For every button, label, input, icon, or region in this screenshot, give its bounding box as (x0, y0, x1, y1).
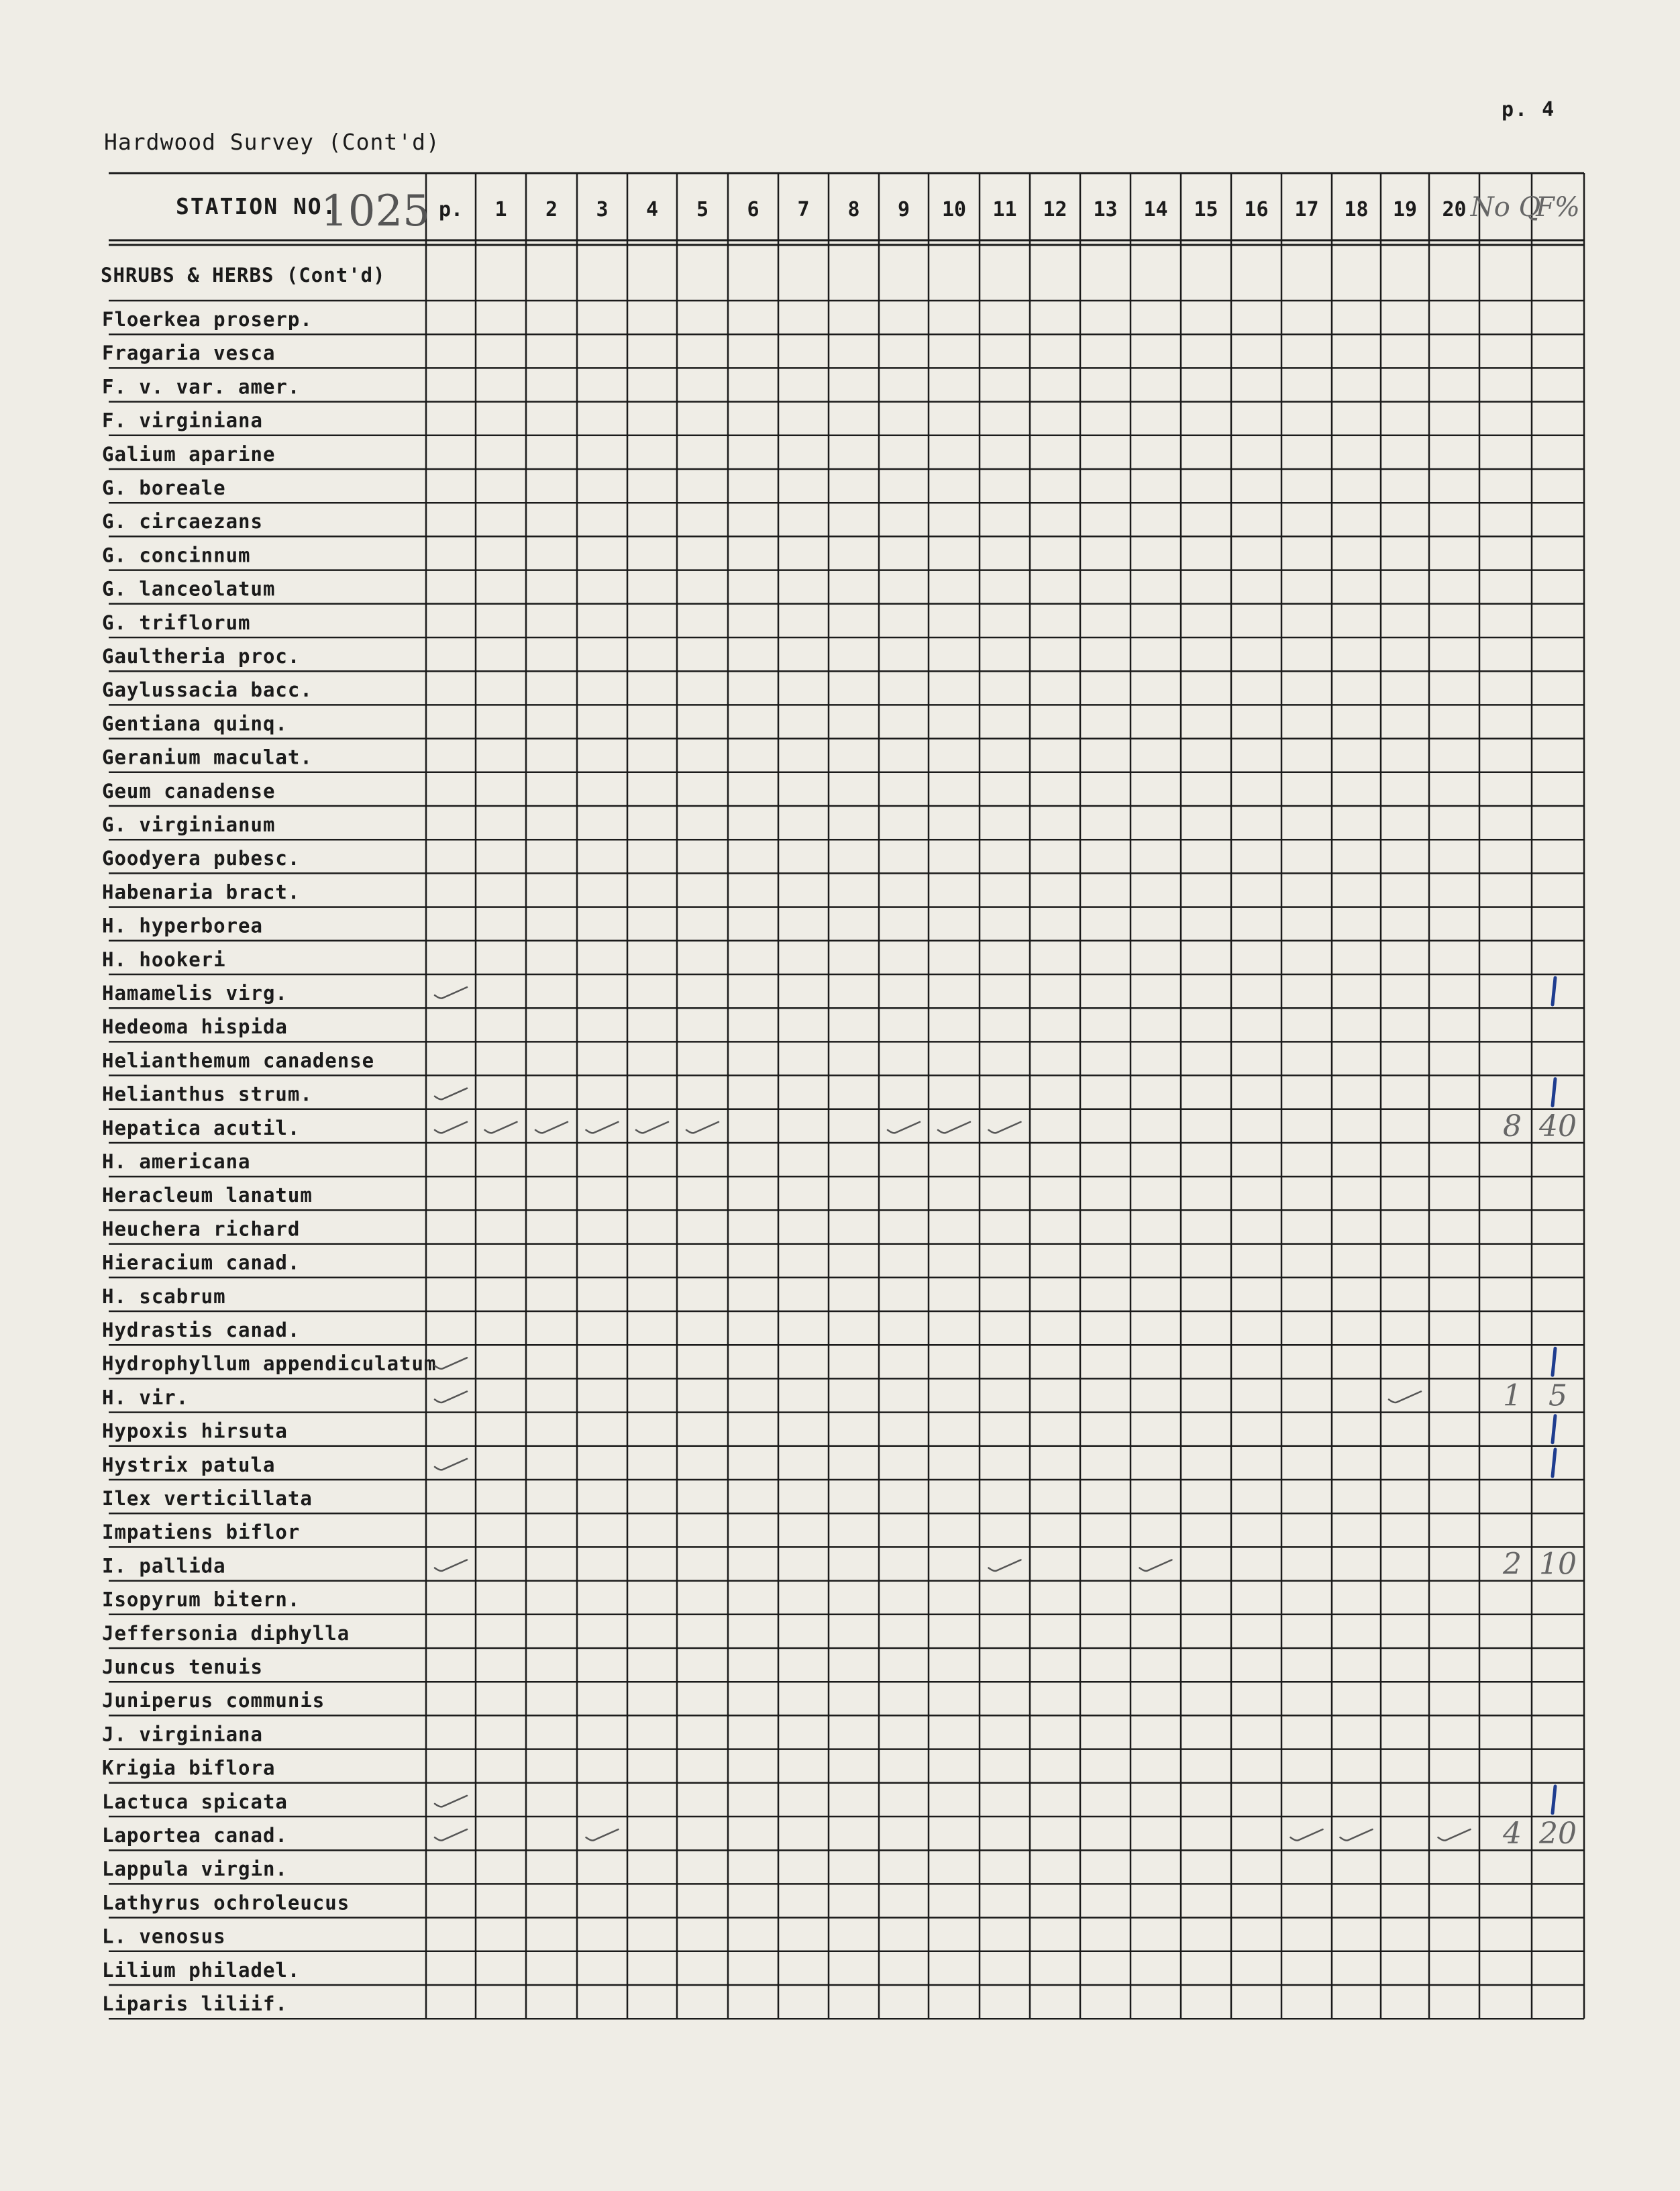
station-label: STATION NO. (176, 193, 337, 219)
species-name: H. hookeri (102, 948, 226, 971)
column-header: p. (438, 198, 464, 221)
species-name: H. scabrum (102, 1284, 226, 1308)
species-name: Lappula virgin. (102, 1857, 288, 1881)
check-mark (435, 1088, 467, 1100)
species-name: Juniperus communis (102, 1689, 325, 1713)
column-header: 19 (1392, 198, 1418, 221)
tally-number: 2 (1503, 1547, 1522, 1582)
species-name: Galium aparine (102, 442, 276, 466)
column-header: 7 (797, 198, 810, 221)
column-header: 20 (1442, 198, 1467, 221)
check-mark (1389, 1392, 1421, 1403)
page-title: Hardwood Survey (Cont'd) (104, 129, 440, 155)
species-name: L. venosus (102, 1925, 226, 1948)
check-mark (636, 1122, 668, 1133)
species-name: Hypoxis hirsuta (102, 1419, 288, 1443)
species-name: Heracleum lanatum (102, 1184, 313, 1207)
species-name: Floerkea proserp. (102, 308, 313, 331)
column-header: 1 (494, 198, 507, 221)
check-mark (888, 1122, 920, 1133)
check-mark (435, 1459, 467, 1470)
species-name: G. lanceolatum (102, 577, 276, 601)
species-name: Hydrophyllum appendiculatum (102, 1352, 437, 1376)
check-mark (435, 1796, 467, 1807)
species-name: I. pallida (102, 1554, 226, 1578)
species-name: H. americana (102, 1150, 251, 1173)
species-name: Isopyrum bitern. (102, 1588, 301, 1611)
species-name: G. boreale (102, 476, 226, 499)
section-label: SHRUBS & HERBS (Cont'd) (101, 264, 386, 287)
check-mark (1438, 1829, 1471, 1841)
check-mark (1140, 1560, 1172, 1572)
tally-number: 4 (1503, 1817, 1522, 1851)
species-name: H. vir. (102, 1386, 189, 1409)
column-header: No Q (1470, 192, 1541, 223)
ink-tick (1553, 978, 1555, 1005)
column-header: 16 (1244, 198, 1269, 221)
species-name: Hydrastis canad. (102, 1319, 301, 1341)
check-mark (586, 1829, 619, 1841)
column-header: 8 (847, 198, 860, 221)
column-header: 10 (941, 198, 967, 221)
table-header (176, 187, 1580, 236)
check-mark (989, 1122, 1021, 1133)
tally-frequency: 40 (1539, 1109, 1577, 1143)
species-name: Liparis liliif. (102, 1992, 288, 2015)
species-name: Geum canadense (102, 779, 276, 803)
species-name: Lilium philadel. (102, 1958, 301, 1982)
species-name: Laportea canad. (102, 1824, 288, 1847)
species-name: G. circaezans (102, 510, 263, 533)
species-name: Jeffersonia diphylla (102, 1621, 350, 1645)
check-mark (435, 987, 467, 999)
species-name: Juncus tenuis (102, 1655, 263, 1678)
species-name: Gentiana quinq. (102, 712, 288, 735)
column-header: 12 (1043, 198, 1067, 221)
species-name: Helianthus strum. (102, 1082, 313, 1106)
check-mark (435, 1358, 467, 1369)
species-name: Lactuca spicata (102, 1790, 288, 1813)
column-header: 9 (897, 198, 910, 221)
column-header: 5 (696, 198, 709, 221)
ink-tick (1553, 1348, 1555, 1375)
ink-tick (1553, 1449, 1555, 1476)
species-name: Hieracium canad. (102, 1251, 301, 1274)
check-mark (535, 1122, 568, 1133)
species-name: G. triflorum (102, 611, 251, 634)
species-rows (102, 308, 436, 2015)
check-mark (435, 1560, 467, 1572)
column-header: 6 (747, 198, 759, 221)
column-header: 13 (1093, 198, 1118, 221)
species-name: J. virginiana (102, 1723, 263, 1746)
column-header: F% (1536, 192, 1580, 223)
species-name: F. virginiana (102, 409, 263, 432)
tally-number: 1 (1503, 1378, 1522, 1413)
species-name: Heuchera richard (102, 1217, 301, 1241)
column-header: 3 (596, 198, 609, 221)
check-mark (435, 1122, 467, 1133)
species-name: Ilex verticillata (102, 1487, 313, 1510)
station-value[interactable]: 1025 (321, 187, 430, 236)
column-header: 18 (1344, 198, 1369, 221)
check-mark (686, 1122, 719, 1133)
ink-tick (1553, 1786, 1555, 1813)
species-name: Habenaria bract. (102, 880, 301, 904)
check-mark (938, 1122, 970, 1133)
ink-tick (1553, 1416, 1555, 1443)
check-mark (586, 1122, 619, 1133)
column-header: 2 (545, 198, 558, 221)
species-name: Gaylussacia bacc. (102, 678, 313, 702)
check-mark (485, 1122, 517, 1133)
column-header: 14 (1143, 198, 1168, 221)
check-mark (989, 1560, 1021, 1572)
species-name: Gaultheria proc. (102, 645, 301, 668)
species-name: Goodyera pubesc. (102, 847, 301, 870)
check-mark (435, 1829, 467, 1841)
species-name: Lathyrus ochroleucus (102, 1891, 350, 1915)
species-name: Hepatica acutil. (102, 1116, 301, 1139)
check-mark (1291, 1829, 1323, 1841)
species-name: Helianthemum canadense (102, 1049, 375, 1072)
column-header: 11 (992, 198, 1017, 221)
check-mark (435, 1392, 467, 1403)
species-name: Hystrix patula (102, 1453, 276, 1476)
ink-tick (1553, 1079, 1555, 1106)
tally-frequency: 10 (1539, 1547, 1577, 1582)
species-name: H. hyperborea (102, 914, 263, 937)
species-name: Hedeoma hispida (102, 1015, 288, 1039)
column-header: 17 (1294, 198, 1319, 221)
species-name: Fragaria vesca (102, 342, 276, 365)
species-name: Impatiens biflor (102, 1521, 301, 1544)
column-header: 4 (645, 198, 659, 221)
tally-number: 8 (1503, 1109, 1522, 1143)
page-number: p. 4 (1502, 98, 1556, 121)
tally-frequency: 5 (1548, 1378, 1567, 1413)
species-name: G. concinnum (102, 544, 251, 567)
tally-frequency: 20 (1539, 1817, 1577, 1851)
column-header: 15 (1194, 198, 1218, 221)
table-grid (109, 173, 1584, 2019)
species-name: Hamamelis virg. (102, 982, 288, 1005)
species-name: Krigia biflora (102, 1756, 276, 1780)
species-name: F. v. var. amer. (102, 375, 301, 399)
species-name: Geranium maculat. (102, 746, 313, 769)
check-mark (1341, 1829, 1373, 1841)
species-name: G. virginianum (102, 813, 276, 836)
